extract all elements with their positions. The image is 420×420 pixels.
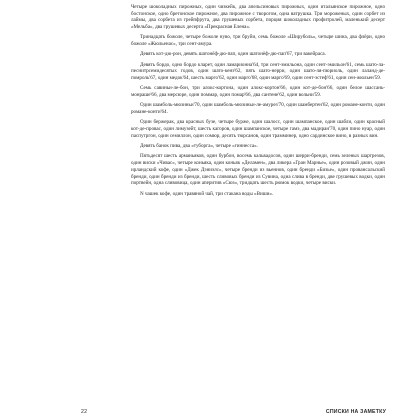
- paragraph-cotes-du-rhone: Девять кот-дю-рон, девять шатонёф-дю-пап, один шатонёф-дю-пап'67, три вакейраса.: [140, 51, 326, 58]
- paragraph-bordeaux: Девять бордо, одно бордо кларет, один ламарионна'64, три сент-эмильона, один сент-эмильон'61, семь шато-ла-песнитрсемидесятых годов, один шато-кенэ'62, пять шато-нерри, один шато-ля-пюриоль, один лаланд-де-помроль'67, один медок'64, шесть марго'62, один марго'68, один марго'69, один сент-эстеф'61, один сен-жюльен'59.: [131, 61, 385, 82]
- paragraph-chambolle: Один шамболь-мюзиньи'70, один шамболь-мюзиньи-ле-амурез'70, один шамбертен'62, один романе-конти, один романе-конти'64.: [131, 102, 385, 116]
- paragraph-beaujolais: Тринадцать божоле, четыре божоле нуво, три бруйи, семь божоле «Шируболь», четыре шина, два флёри, одно божоле «Жюльенас», три сент-амура.: [131, 34, 385, 48]
- paragraph-burgundy: Семь савиньи-ле-бон, три алокс-кортона, один алокс-кортон'66, один кот-де-бон'66, один белое шассань-монраше'66, два мерсюре, один поммар, один помар'66, два сантене'62, один вольни'59.: [131, 85, 385, 99]
- running-footer: СПИСКИ НА ЗАМЕТКУ: [325, 409, 386, 415]
- body-text: [131, 4, 385, 197]
- paragraph-spirits: Пятьдесят шесть арманьяков, один бурбон, восемь кальвадосов, один шерри-бренди, семь зеленых шартрезов, один виски «Чивас», четыре коньяка, один коньяк «Деламен», два ликера «Гран Марнье», один розовый джин, один ирландский кофе, один «Джек Дэниэлс», четыре бренди из вьеннов, один бренди «Бизье», один провансальский бренди, один бренди из бренди, шесть сливовых бренди из Сувина, одна слива в бренди, две грушевых водки, один портвейн, одна сливовица, один аперитив «Сюз», тридцать шесть рюмок водки, четыре виски.: [131, 153, 385, 187]
- paragraph-coffee: N чашек кофе, один травяной чай, три стакана воды «Виши».: [140, 190, 274, 197]
- paragraph-beer: Девять банок пива, два «туборга», четыре «гиннесса».: [140, 143, 258, 150]
- page-number: 22: [81, 409, 88, 415]
- paragraph-other-wines: Один бержерак, два красных бузе, четыре бурже, один шалосс, один шампанское, один шабли, один красный кот-де-провас, один лимузейт, шесть кагоров, один шампанское, четыре гамэ, два мадиран'70, один пино нуар, один паспутргон, один семиллон, один сомюр, десять тюрсанов, один трамминер, одно сардинское вино, в разных вин.: [131, 119, 385, 139]
- paragraph-desserts: Четыре шоколадных пирожных, один чизкейк, два апельсиновых пирожных, один итальянское пирожное, одно бостонское, одно бретонское пирожное, два пирожное с творогом, одна ватрушка. Три мороженых, один сорбет из лаймы, два сорбета из грейпфрута, два грушевых сорбета, порция шоколадных профитролей, маленький десерт «Мельба», два грушевых десерта «Прекрасная Елена».: [131, 4, 385, 31]
